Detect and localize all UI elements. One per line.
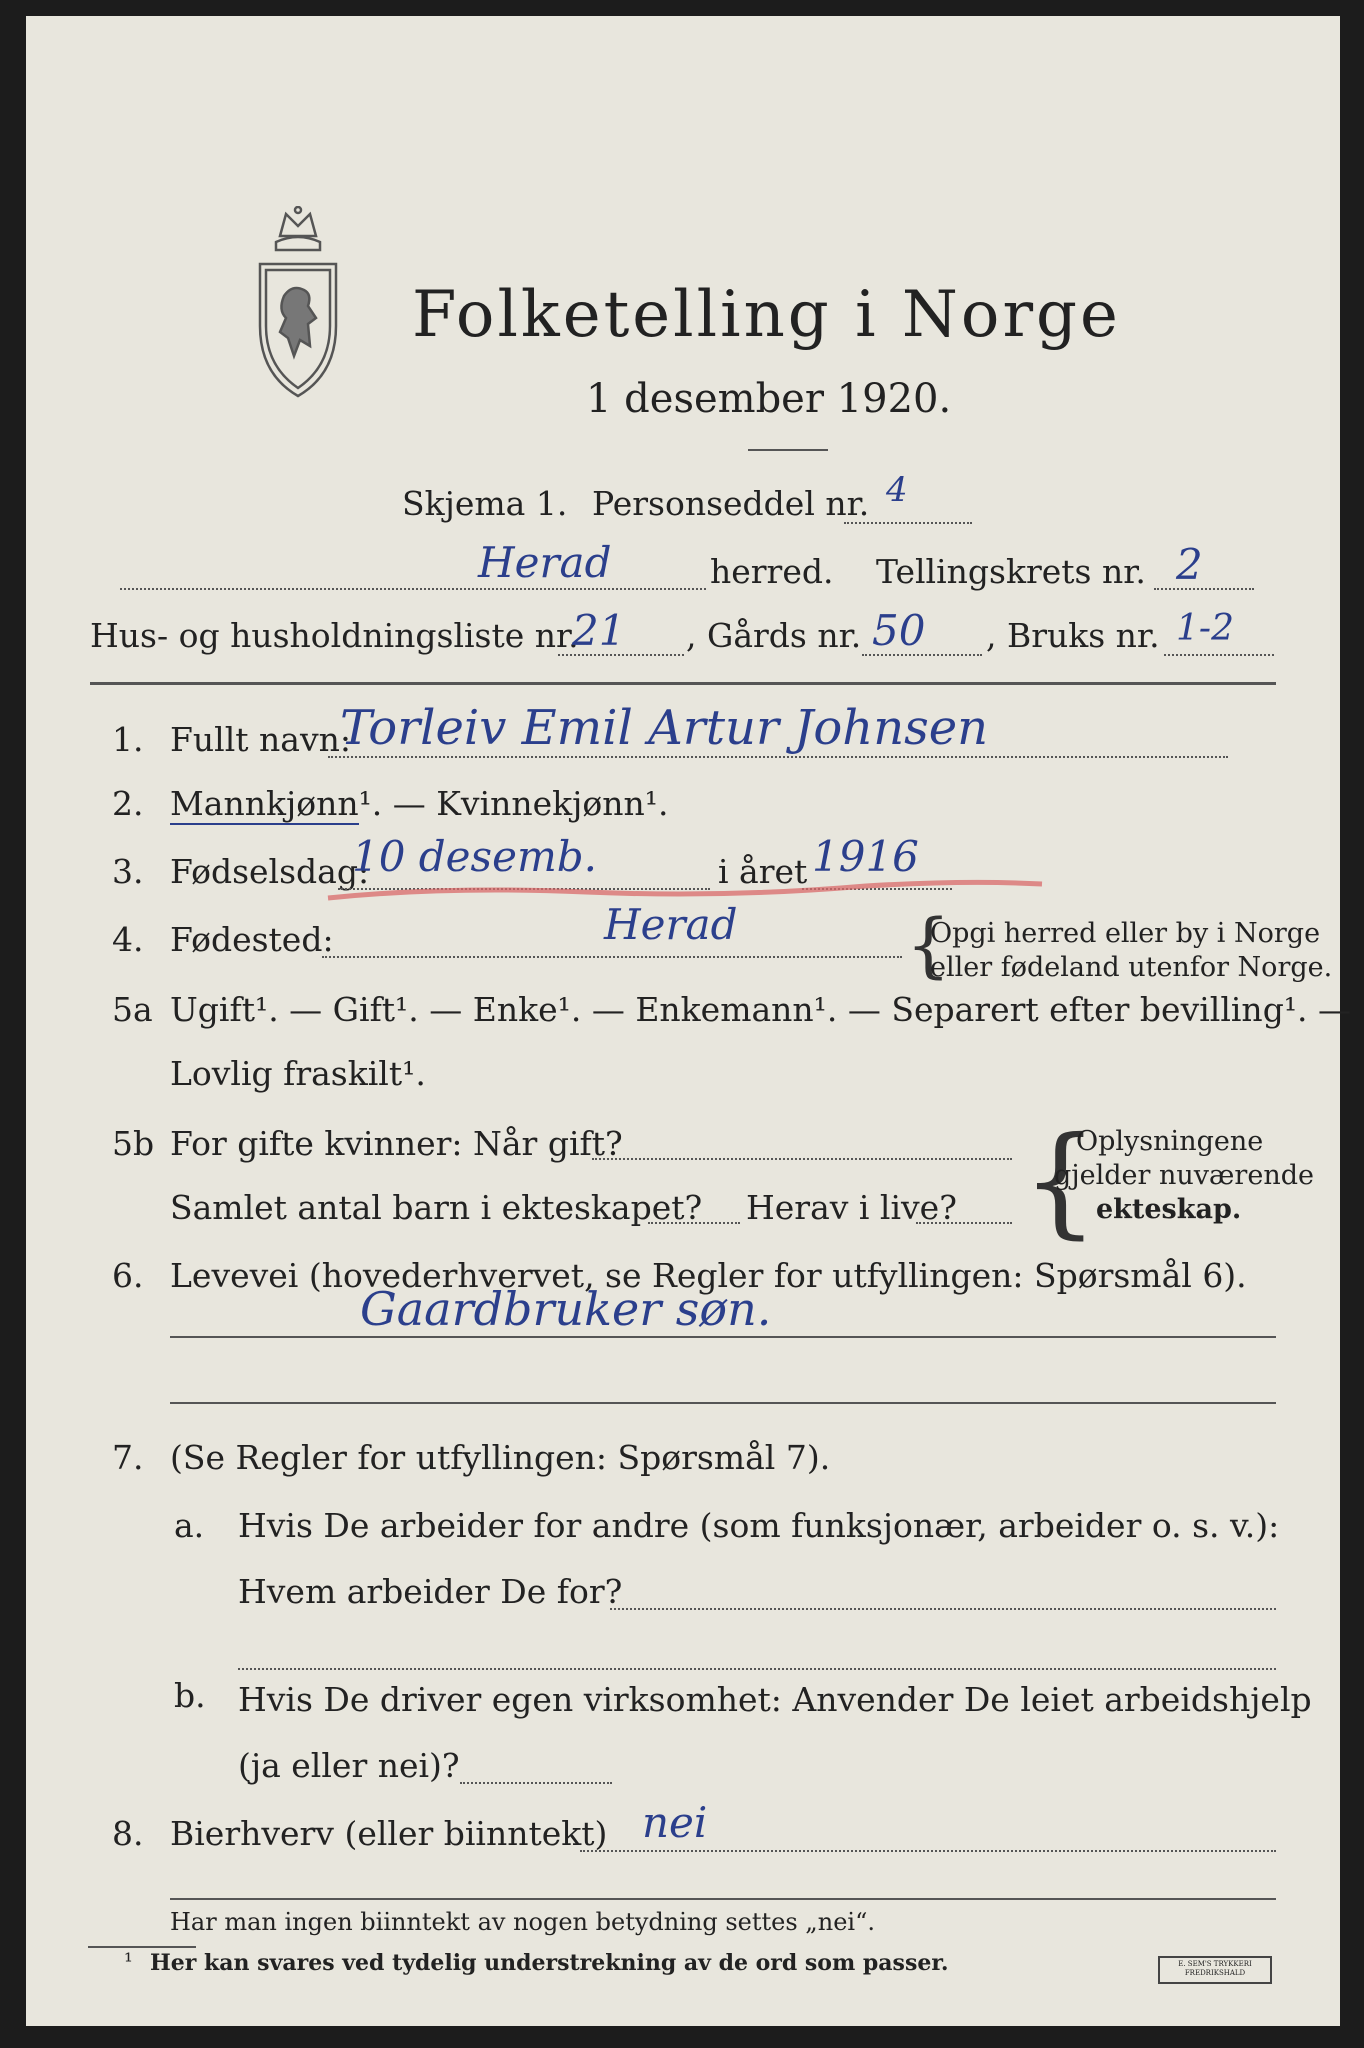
title-divider	[748, 449, 828, 451]
herred-value[interactable]: Herad	[478, 538, 612, 587]
q5b-note-1: Oplysningene	[1076, 1126, 1264, 1157]
nei-instruction: Har man ingen biinntekt av nogen betydning settes „nei“.	[170, 1908, 875, 1936]
bruks-label: , Bruks nr.	[986, 616, 1160, 655]
personseddel-value[interactable]: 4	[886, 470, 908, 510]
q1-label: Fullt navn:	[170, 720, 351, 759]
q5b-children-total: Samlet antal barn i ekteskapet?	[170, 1188, 703, 1227]
side-occupation-value[interactable]: nei	[642, 1798, 708, 1847]
tellingskrets-label: Tellingskrets nr.	[876, 552, 1146, 591]
personseddel-label: Personseddel nr.	[592, 484, 870, 523]
husholdningsliste-label: Hus- og husholdningsliste nr.	[90, 616, 579, 655]
q3-label: Fødselsdag:	[170, 852, 370, 891]
census-form: Folketelling i Norge 1 desember 1920. Skjema 1. Personseddel nr. 4 Herad herred. Tellingskrets nr. 2 Hus- og husholdningsliste nr. 21 , Gårds nr. 50 , Bruks nr. 1-2 1. Fullt navn: Torleiv Emil Artur Johnsen 2. Mannkjønn¹. — Kvinnekjønn¹. 3. Fødselsdag: 10 desemb. i året 1916 4. Fødested: Herad { Opgi herred eller by i Norge eller fødeland utenfor Norge. 5a Ugift¹. — Gift¹. — Enke¹. — Enkemann¹. — Separert efter bevilling¹. — Lovlig fraskilt¹. 5b For gifte kvinner: Når gift? Samlet antal barn i ekteskapet? Herav i live? { Oplysningene gjelder nuværende ekteskap. 6. Levevei (hovederhvervet, se Regler for utfyllingen: Spørsmål 6). Gaardbruker søn. 7. (Se Regler for utfyllingen: Spørsmål 7). a. Hvis De arbeider for andre (som funksjonær, arbeider o. s. v.): Hvem arbeider De for? b. Hvis De driver egen virksomhet: Anvender De leiet arbeidshjelp (ja eller nei)? 8. Bierhverv (eller biinntekt) nei Har man ingen biinntekt av nogen betydning settes „nei“. ¹ Her kan svares ved tydelig understrekning av de ord som passer. E. SEM'S TRYKKERI FREDRIKSHALD	[26, 16, 1340, 2026]
q5a-marital-options[interactable]: Ugift¹. — Gift¹. — Enke¹. — Enkemann¹. — Separert efter bevilling¹. —	[170, 990, 1352, 1029]
q5b-note-2: gjelder nuværende	[1054, 1160, 1314, 1191]
birthplace-value[interactable]: Herad	[604, 900, 738, 949]
husholdningsliste-value[interactable]: 21	[572, 606, 626, 655]
q7b-letter: b.	[174, 1676, 206, 1715]
gender-female-option[interactable]: Kvinnekjønn¹.	[436, 784, 669, 823]
occupation-value[interactable]: Gaardbruker søn.	[360, 1282, 772, 1336]
q5b-number: 5b	[112, 1124, 155, 1163]
q4-label: Fødested:	[170, 920, 334, 959]
q7a-employer-label: Hvem arbeider De for?	[238, 1572, 623, 1611]
q2-number: 2.	[112, 784, 144, 823]
gender-male-option[interactable]: Mannkjønn	[170, 784, 359, 823]
birthdate-value[interactable]: 10 desemb.	[352, 832, 598, 881]
q2-gender: Mannkjønn¹. — Kvinnekjønn¹.	[170, 784, 669, 823]
q7b-question: Hvis De driver egen virksomhet: Anvender De leiet arbeidshjelp	[238, 1680, 1312, 1719]
q5b-note-3: ekteskap.	[1096, 1194, 1242, 1225]
q7a-question: Hvis De arbeider for andre (som funksjonær, arbeider o. s. v.):	[238, 1506, 1280, 1545]
gards-label: , Gårds nr.	[686, 616, 862, 655]
q7a-letter: a.	[174, 1506, 205, 1545]
skjema-label: Skjema 1.	[402, 484, 568, 523]
q5b-children-alive: Herav i live?	[746, 1188, 957, 1227]
gards-value[interactable]: 50	[872, 606, 926, 655]
q7-number: 7.	[112, 1438, 144, 1477]
form-title: Folketelling i Norge	[412, 278, 1121, 352]
q7b-answer-label: (ja eller nei)?	[238, 1746, 460, 1785]
q3-year-label: i året	[718, 852, 808, 891]
tellingskrets-value[interactable]: 2	[1176, 540, 1203, 589]
q5b-when-married: For gifte kvinner: Når gift?	[170, 1124, 623, 1163]
q5a-number: 5a	[112, 990, 153, 1029]
q5a-marital-options-2[interactable]: Lovlig fraskilt¹.	[170, 1054, 426, 1093]
q4-note-1: Opgi herred eller by i Norge	[930, 918, 1321, 949]
q7-label: (Se Regler for utfyllingen: Spørsmål 7).	[170, 1438, 831, 1477]
q8-number: 8.	[112, 1814, 144, 1853]
q8-label: Bierhverv (eller biinntekt)	[170, 1814, 608, 1853]
footnote-text: Her kan svares ved tydelig understrekning av de ord som passer.	[150, 1950, 949, 1976]
q6-label: Levevei (hovederhvervet, se Regler for utfyllingen: Spørsmål 6).	[170, 1256, 1247, 1295]
bruks-value[interactable]: 1-2	[1176, 608, 1234, 649]
coat-of-arms-icon	[250, 206, 346, 410]
q3-number: 3.	[112, 852, 144, 891]
q6-number: 6.	[112, 1256, 144, 1295]
q4-number: 4.	[112, 920, 144, 959]
header-rule	[90, 682, 1276, 685]
herred-label: herred.	[710, 552, 834, 591]
footnote-mark: ¹	[124, 1950, 133, 1975]
q1-number: 1.	[112, 720, 144, 759]
birthyear-value[interactable]: 1916	[812, 832, 919, 881]
form-date: 1 desember 1920.	[586, 376, 952, 422]
printer-stamp: E. SEM'S TRYKKERI FREDRIKSHALD	[1158, 1956, 1272, 1984]
q4-note-2: eller fødeland utenfor Norge.	[930, 952, 1333, 983]
full-name-value[interactable]: Torleiv Emil Artur Johnsen	[340, 700, 989, 756]
